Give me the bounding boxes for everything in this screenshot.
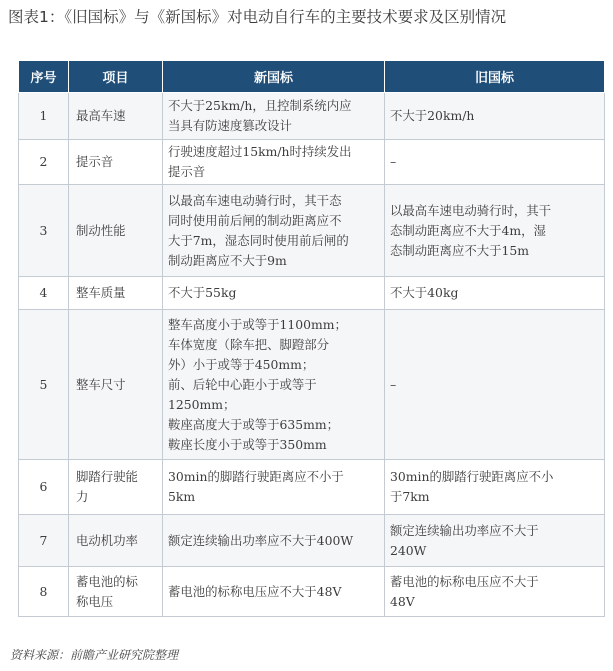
row-number: 3	[19, 185, 69, 277]
row-number: 5	[19, 310, 69, 460]
row-new-standard: 蓄电池的标称电压应不大于48V	[163, 567, 385, 617]
row-number: 7	[19, 515, 69, 567]
row-old-standard: 蓄电池的标称电压应不大于 48V	[385, 567, 605, 617]
row-new-standard: 不大于55kg	[163, 277, 385, 310]
row-new-standard: 以最高车速电动骑行时，其干态 同时使用前后闸的制动距离应不 大于7m，湿态同时使用前后闸的 制动距离应不大于9m	[163, 185, 385, 277]
row-number: 8	[19, 567, 69, 617]
row-old-standard: –	[385, 140, 605, 185]
comparison-table	[18, 60, 605, 617]
row-new-standard: 整车高度小于或等于1100mm； 车体宽度（除车把、脚蹬部分 外）小于或等于450mm； 前、后轮中心距小于或等于 1250mm； 鞍座高度大于或等于635mm； 鞍座长度小于或等于350mm	[163, 310, 385, 460]
row-new-standard: 额定连续输出功率应不大于400W	[163, 515, 385, 567]
table-row	[19, 277, 605, 310]
row-number: 4	[19, 277, 69, 310]
row-item: 整车尺寸	[69, 310, 163, 460]
header-new-standard: 新国标	[163, 61, 385, 93]
row-item: 提示音	[69, 140, 163, 185]
row-number: 2	[19, 140, 69, 185]
header-item: 项目	[69, 61, 163, 93]
table-row	[19, 460, 605, 515]
row-number: 6	[19, 460, 69, 515]
table-row	[19, 93, 605, 140]
row-item: 整车质量	[69, 277, 163, 310]
table-row	[19, 310, 605, 460]
table-header-row	[19, 61, 605, 93]
row-old-standard: –	[385, 310, 605, 460]
source-note: 资料来源：前瞻产业研究院整理	[10, 648, 179, 662]
row-item: 最高车速	[69, 93, 163, 140]
table-row	[19, 185, 605, 277]
table-row	[19, 140, 605, 185]
figure-title: 图表1：《旧国标》与《新国标》对电动自行车的主要技术要求及区别情况	[8, 8, 507, 26]
row-number: 1	[19, 93, 69, 140]
row-item: 制动性能	[69, 185, 163, 277]
row-new-standard: 不大于25km/h，且控制系统内应 当具有防速度篡改设计	[163, 93, 385, 140]
table-row	[19, 567, 605, 617]
row-item: 脚踏行驶能 力	[69, 460, 163, 515]
row-item: 电动机功率	[69, 515, 163, 567]
row-old-standard: 30min的脚踏行驶距离应不小 于7km	[385, 460, 605, 515]
row-old-standard: 额定连续输出功率应不大于 240W	[385, 515, 605, 567]
table-body	[19, 93, 605, 617]
table-row	[19, 515, 605, 567]
header-number: 序号	[19, 61, 69, 93]
row-item: 蓄电池的标 称电压	[69, 567, 163, 617]
header-old-standard: 旧国标	[385, 61, 605, 93]
row-old-standard: 不大于40kg	[385, 277, 605, 310]
row-new-standard: 行驶速度超过15km/h时持续发出 提示音	[163, 140, 385, 185]
row-old-standard: 不大于20km/h	[385, 93, 605, 140]
row-new-standard: 30min的脚踏行驶距离应不小于 5km	[163, 460, 385, 515]
row-old-standard: 以最高车速电动骑行时，其干 态制动距离应不大于4m，湿 态制动距离应不大于15m	[385, 185, 605, 277]
